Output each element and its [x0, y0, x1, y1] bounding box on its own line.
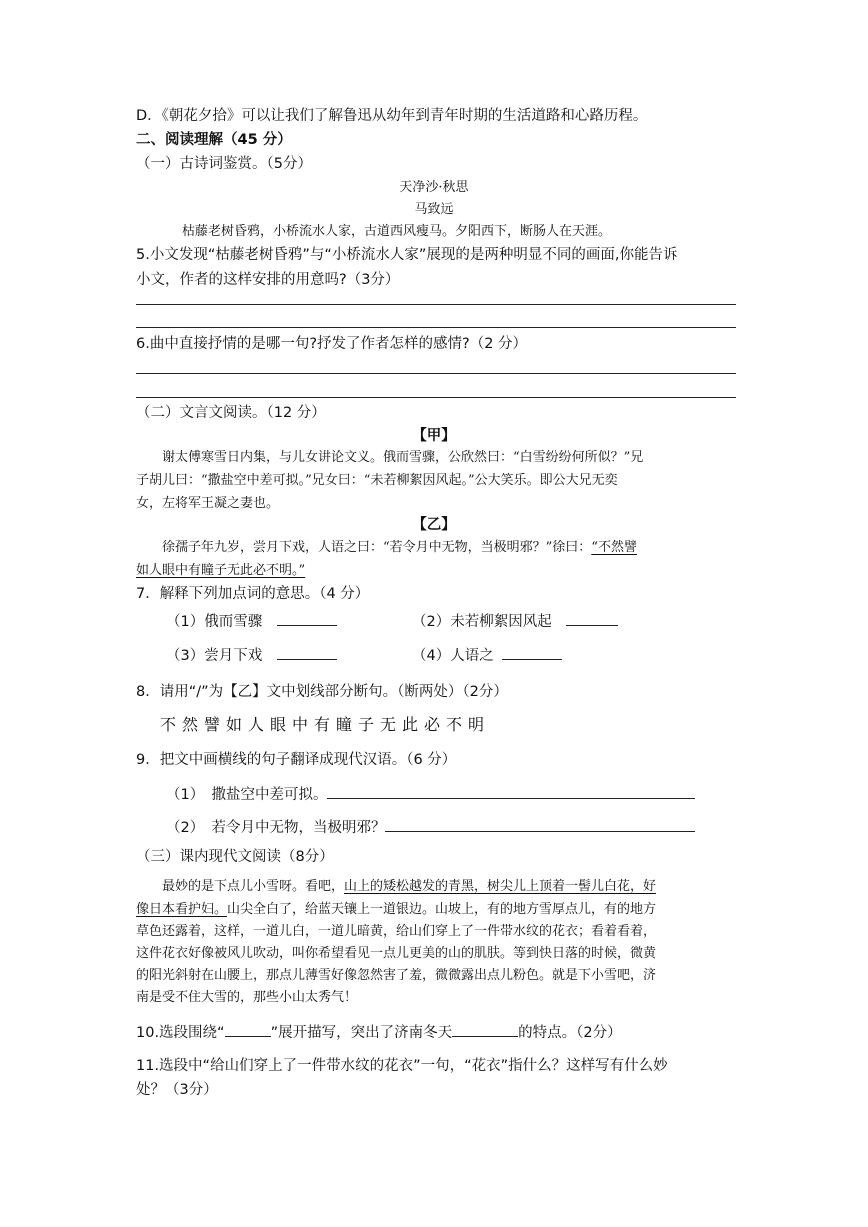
underlined-sentence: “不然譬	[591, 540, 637, 555]
passage-jia-line: 谢太傅寒雪日内集，与儿女讲论文义。俄而雪骤，公欣然曰：“白雪纷纷何所似？”兄	[162, 450, 644, 465]
question-7-item	[166, 611, 337, 632]
question-9-item	[166, 817, 695, 838]
question-5-line2: 小文，作者的这样安排的用意吗?（3分）	[136, 272, 400, 288]
passage-line	[136, 900, 656, 920]
answer-blank[interactable]	[225, 1022, 271, 1037]
question-10-text: 10.选段围绕“	[136, 1025, 225, 1041]
question-8-text[interactable]: 不然譬如人眼中有瞳子无此必不明	[160, 715, 491, 734]
question-9-item-text: （2） 若令月中无物，当极明邪？	[166, 820, 386, 836]
answer-blank[interactable]	[566, 611, 618, 626]
question-8: 8．请用“/”为【乙】文中划线部分断句。（断两处）（2分）	[136, 684, 508, 700]
question-7-item	[166, 645, 337, 666]
answer-line[interactable]	[136, 373, 736, 374]
answer-blank[interactable]	[452, 1022, 518, 1037]
passage-line	[162, 877, 656, 897]
section-heading: 二、阅读理解（45 分）	[136, 132, 292, 148]
question-11-line1: 11.选段中“给山们穿上了一件带水纹的花衣”一句，“花衣”指什么？这样写有什么妙	[136, 1058, 668, 1074]
question-7-item-text: （2）未若柳絮因风起	[412, 614, 552, 630]
passage-yi-label: 【乙】	[412, 517, 456, 533]
question-7-item-text: （4）人语之	[412, 648, 494, 664]
passage-jia-line: 子胡儿曰：“撒盐空中差可拟。”兄女曰：“未若柳絮因风起。”公大笑乐。即公大兄无奕	[136, 473, 618, 488]
question-9-item	[166, 784, 695, 805]
question-7-item-text: （3）尝月下戏	[166, 648, 263, 664]
passage-text: 山尖全白了，给蓝天镶上一道银边。山坡上，有的地方雪厚点儿，有的地方	[227, 902, 657, 917]
answer-blank[interactable]	[277, 645, 337, 660]
passage-line: 这件花衣好像被风儿吹动，叫你希望看见一点儿更美的山的肌肤。等到快日落的时候，微黄	[136, 946, 657, 961]
question-7-item	[412, 645, 562, 666]
answer-blank[interactable]	[327, 784, 695, 799]
answer-line[interactable]	[136, 397, 736, 398]
passage-jia-label: 【甲】	[412, 428, 456, 444]
part3-heading: （三）课内现代文阅读（8分）	[136, 849, 334, 865]
poem-title: 天净沙·秋思	[399, 180, 469, 195]
passage-yi-line	[162, 538, 637, 558]
poem-author: 马致远	[414, 202, 454, 217]
question-9-item-text: （1） 撒盐空中差可拟。	[166, 787, 328, 803]
question-7-item	[412, 611, 618, 632]
question-7-item-text: （1）俄而雪骤	[166, 614, 263, 630]
passage-text: 最妙的是下点儿小雪呀。看吧，	[162, 879, 345, 894]
question-10	[136, 1022, 622, 1043]
passage-yi-text: 徐孺子年九岁，尝月下戏，人语之曰：“若令月中无物，当极明邪？”徐曰：	[162, 540, 592, 555]
answer-blank[interactable]	[277, 611, 337, 626]
underlined-sentence: 像日本看护妇。	[136, 902, 228, 917]
underlined-sentence: 山上的矮松越发的青黑，树尖儿上顶着一髻儿白花，好	[344, 879, 657, 894]
passage-jia-line: 女，左将军王凝之妻也。	[136, 496, 280, 511]
question-10-text: 的特点。（2分）	[518, 1025, 622, 1041]
answer-blank[interactable]	[385, 817, 695, 832]
passage-line: 南是受不住大雪的，那些小山太秀气！	[136, 990, 358, 1005]
question-6: 6.曲中直接抒情的是哪一句?抒发了作者怎样的感情?（2 分）	[136, 336, 528, 352]
answer-line[interactable]	[136, 304, 736, 305]
part2-heading: （二）文言文阅读。（12 分）	[136, 405, 326, 421]
question-7: 7．解释下列加点词的意思。（4 分）	[136, 586, 370, 602]
question-9: 9．把文中画横线的句子翻译成现代汉语。（6 分）	[136, 752, 457, 768]
question-11-line2: 处？（3分）	[136, 1082, 218, 1098]
question-10-text: ”展开描写，突出了济南冬天	[270, 1025, 453, 1041]
passage-line: 的阳光斜射在山腰上，那点儿薄雪好像忽然害了羞，微微露出点儿粉色。就是下小雪吧，济	[136, 968, 657, 983]
underlined-sentence: 如人眼中有瞳子无此必不明。”	[136, 563, 306, 578]
option-d: D．《朝花夕拾》可以让我们了解鲁迅从幼年到青年时期的生活道路和心路历程。	[136, 108, 648, 124]
passage-line: 草色还露着，这样，一道儿白，一道儿暗黄，给山们穿上了一件带水纹的花衣；看着看着，	[136, 924, 657, 939]
poem-text: 枯藤老树昏鸦，小桥流水人家，古道西风瘦马。夕阳西下，断肠人在天涯。	[182, 224, 612, 239]
answer-blank[interactable]	[502, 645, 562, 660]
question-5-line1: 5.小文发现“枯藤老树昏鸦”与“小桥流水人家”展现的是两种明显不同的画面,你能告诉	[136, 247, 678, 263]
part1-heading: （一）古诗词鉴赏。（5分）	[136, 156, 312, 172]
answer-line[interactable]	[136, 327, 736, 328]
